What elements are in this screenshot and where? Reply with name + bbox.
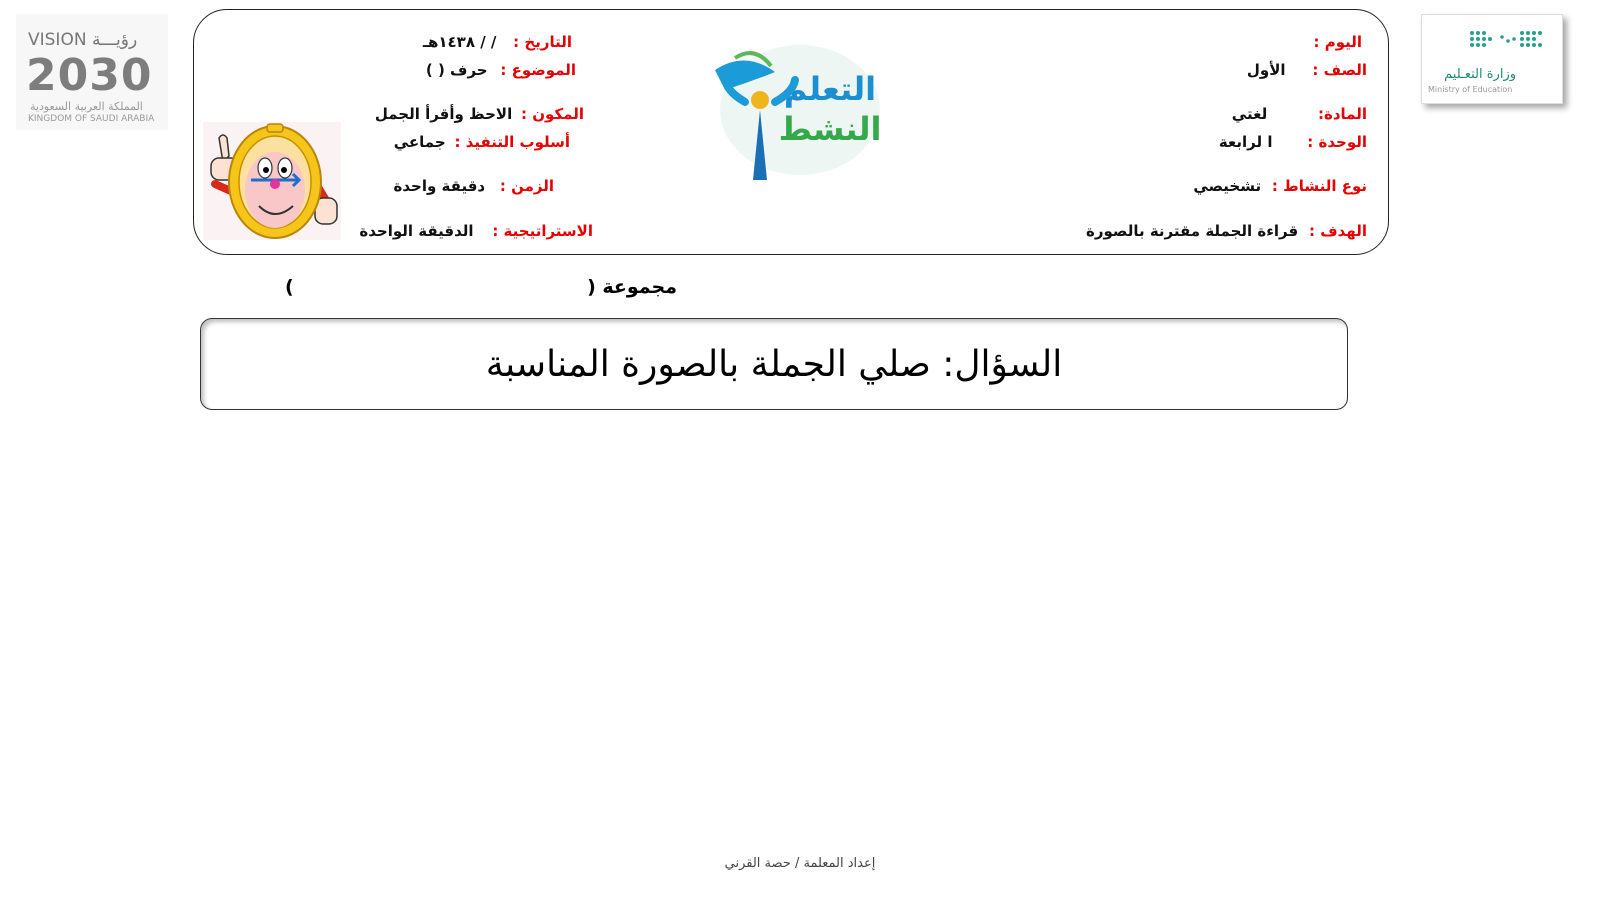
subject-value: لغتي [1231, 105, 1268, 123]
footer-credit: إعداد المعلمة / حصة القرني [724, 856, 876, 871]
activity-type-row [1193, 177, 1367, 195]
goal-value: قراءة الجملة مقترنة بالصورة [1086, 222, 1299, 240]
group-line [285, 276, 677, 298]
vision-logo-top: VISION رؤيـــة [28, 30, 138, 50]
date-label: التاريخ : [513, 33, 572, 51]
unit-label: الوحدة : [1307, 133, 1367, 151]
day-label: اليوم : [1313, 33, 1362, 51]
time-label: الزمن : [499, 177, 554, 195]
time-row [394, 177, 554, 195]
component-label: المكون : [521, 105, 584, 123]
component-row [375, 105, 584, 123]
group-close: ) [285, 276, 294, 298]
active-logo-line2: النشط [778, 110, 882, 148]
grade-row [1247, 61, 1367, 79]
method-row [394, 133, 570, 151]
ministry-logo [1421, 14, 1563, 104]
subject-row [1232, 105, 1367, 123]
topic-label: الموضوع : [500, 61, 576, 79]
question-box [200, 318, 1348, 410]
topic-row [426, 61, 576, 79]
grade-value: الأول [1246, 61, 1286, 79]
activity-type-value: تشخيصي [1193, 177, 1262, 195]
goal-label: الهدف : [1309, 222, 1367, 240]
date-value: / / ١٤٣٨هـ [422, 33, 497, 51]
vision-2030-logo [16, 14, 168, 130]
strategy-row [359, 222, 593, 240]
vision-logo-year: 2030 [26, 50, 153, 101]
day-row [1313, 33, 1362, 51]
strategy-label: الاستراتيجية : [492, 222, 593, 240]
date-row [423, 33, 572, 51]
ministry-english: Ministry of Education [1428, 85, 1513, 94]
question-text: السؤال: صلي الجملة بالصورة المناسبة [485, 343, 1063, 385]
ministry-arabic: وزارة التعـليم [1444, 67, 1516, 82]
active-logo-line1: التعلم [783, 70, 877, 108]
group-label: مجموعة ( [587, 276, 677, 298]
component-value: الاحظ وأقرأ الجمل [374, 105, 513, 123]
vision-logo-english: KINGDOM OF SAUDI ARABIA [28, 114, 155, 124]
method-value: جماعي [393, 133, 446, 151]
activity-type-label: نوع النشاط : [1271, 177, 1367, 195]
unit-value: ا لرابعة [1218, 133, 1273, 151]
unit-row [1219, 133, 1367, 151]
subject-label: المادة: [1317, 105, 1367, 123]
method-label: أسلوب التنفيذ : [454, 133, 570, 151]
active-learning-logo [705, 40, 885, 190]
topic-value: حرف ( ) [425, 61, 488, 79]
goal-row [1086, 222, 1367, 240]
clock-mascot-icon [203, 122, 341, 240]
vision-logo-arabic: المملكة العربية السعودية [30, 100, 143, 113]
ministry-dots-icon [1422, 15, 1562, 65]
grade-label: الصف : [1312, 61, 1367, 79]
time-value: دقيقة واحدة [393, 177, 486, 195]
strategy-value: الدقيقة الواحدة [359, 222, 474, 240]
